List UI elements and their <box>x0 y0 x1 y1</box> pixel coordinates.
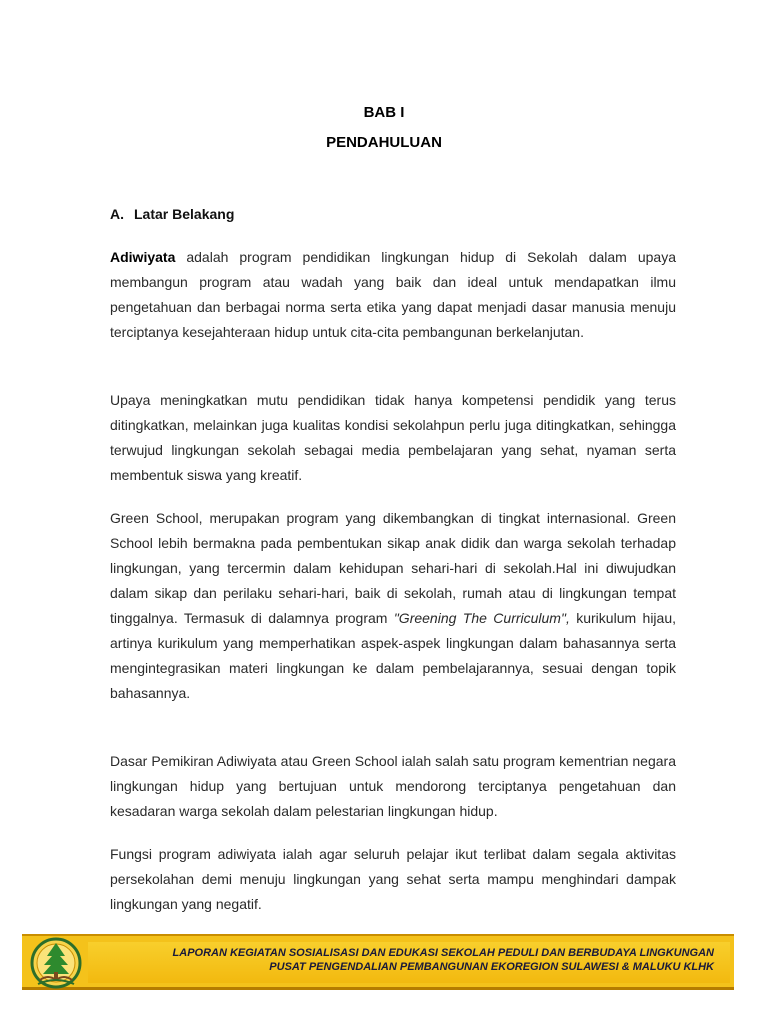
section-title: Latar Belakang <box>134 206 235 222</box>
report-footer-band <box>22 934 734 990</box>
paragraph-text-before: Green School, merupakan program yang dikembangkan di tingkat internasional. Green School lebih bermakna pada pembentukan sikap anak didik dan warga sekolah terhadap lingkungan, yang tercermin dalam kehidupan sehari-hari di sekolah.Hal ini diwujudkan dalam sikap dan perilaku sehari-hari, baik di sekolah, rumah atau di lingkungan tempat tinggalnya. Termasuk di dalamnya program <box>110 510 676 626</box>
chapter-title: PENDAHULUAN <box>326 134 442 151</box>
footer-agency-name: PUSAT PENGENDALIAN PEMBANGUNAN EKOREGION SULAWESI & MALUKU KLHK <box>269 961 714 973</box>
paragraph-program-function: Fungsi program adiwiyata ialah agar seluruh pelajar ikut terlibat dalam segala aktivitas persekolahan demi menuju lingkungan yang sehat serta mampu menghindari dampak lingkungan yang negatif. <box>110 846 676 912</box>
paragraph-italic-term: "Greening The Curriculum", <box>393 610 570 626</box>
paragraph-green-school <box>110 506 676 706</box>
paragraph-bold-lead: Adiwiyata <box>110 249 176 265</box>
paragraph-education-quality: Upaya meningkatkan mutu pendidikan tidak hanya kompetensi pendidik yang terus ditingkatkan, melainkan juga kualitas kondisi sekolahpun perlu juga ditingkatkan, sehingga terwujud lingkungan sekolah sebagai media pembelajaran yang sehat, nyaman serta membentuk siswa yang kreatif. <box>110 392 676 483</box>
paragraph-basic-thinking: Dasar Pemikiran Adiwiyata atau Green School ialah salah satu program kementrian negara lingkungan hidup yang bertujuan untuk mendorong terciptanya pengetahuan dan kesadaran warga sekolah dalam pelestarian lingkungan hidup. <box>110 753 676 819</box>
paragraph-text: adalah program pendidikan lingkungan hidup di Sekolah dalam upaya membangun program atau wadah yang baik dan ideal untuk mendapatkan ilmu pengetahuan dan berbagai norma serta etika yang dapat menjadi dasar manusia menuju terciptanya kesejahteraan hidup untuk cita-cita pembangunan berkelanjutan. <box>110 249 676 340</box>
paragraph-text-after: kurikulum hijau, artinya kurikulum yang memperhatikan aspek-aspek lingkungan dalam bahasannya serta mengintegrasikan materi lingkungan ke dalam pembelajarannya, sesuai dengan topik bahasannya. <box>110 610 676 701</box>
klhk-emblem-icon <box>24 934 88 992</box>
section-heading <box>110 206 234 222</box>
chapter-number: BAB I <box>363 104 405 121</box>
paragraph-adiwiyata-definition <box>110 245 676 345</box>
footer-report-title: LAPORAN KEGIATAN SOSIALISASI DAN EDUKASI SEKOLAH PEDULI DAN BERBUDAYA LINGKUNGAN <box>172 947 714 959</box>
section-number: A. <box>110 206 124 222</box>
